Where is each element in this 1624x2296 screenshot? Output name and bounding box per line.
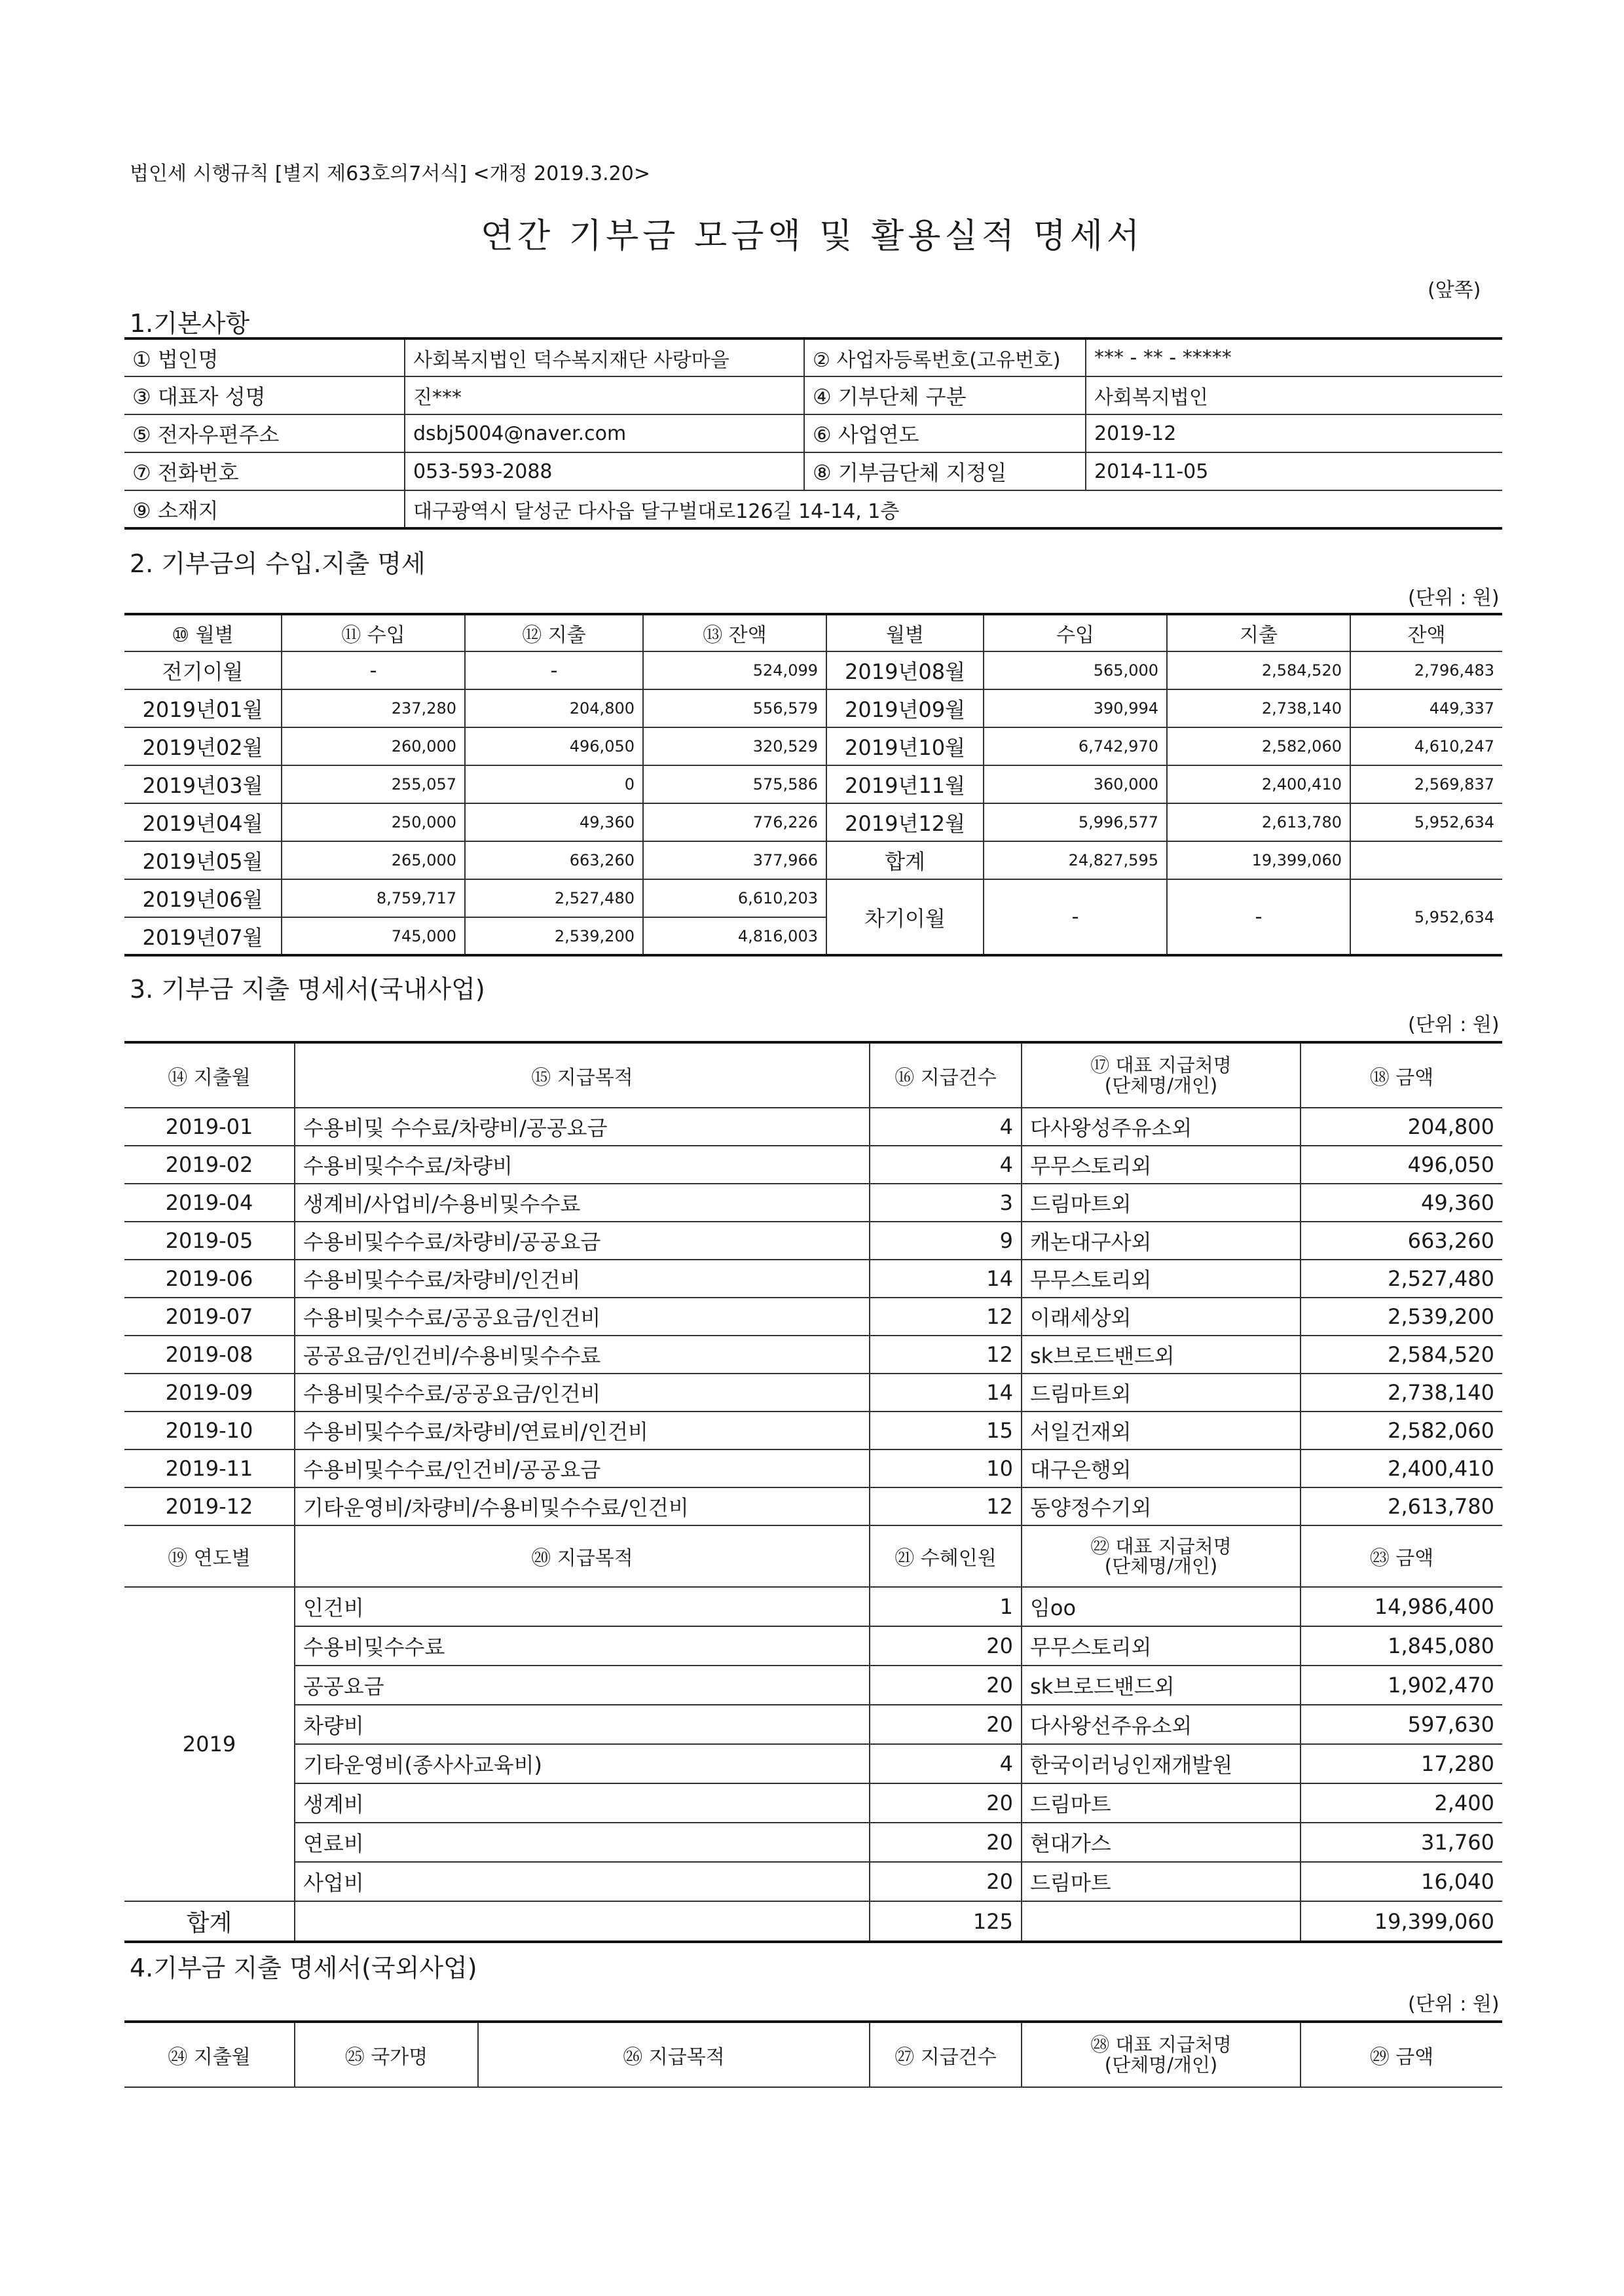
amount-cell: 17,280 xyxy=(1301,1744,1502,1783)
month-cell: 2019년04월 xyxy=(124,803,282,841)
payee-cell: 동양정수기외 xyxy=(1022,1487,1301,1525)
table-row xyxy=(124,879,1502,917)
expense-cell: 496,050 xyxy=(465,727,643,765)
basic-info-row xyxy=(124,490,1502,528)
total-amount: 19,399,060 xyxy=(1301,1901,1502,1942)
expense-cell: 2,613,780 xyxy=(1167,803,1350,841)
header-balance: ⑬ 잔액 xyxy=(643,614,826,651)
basic-info-row xyxy=(124,452,1502,490)
expense-cell: 204,800 xyxy=(465,689,643,727)
header-payee xyxy=(1022,1042,1301,1108)
balance-cell: 320,529 xyxy=(643,727,826,765)
label-representative: ③ 대표자 성명 xyxy=(124,376,405,414)
value-phone: 053-593-2088 xyxy=(405,452,804,490)
label-donor-type: ④ 기부단체 구분 xyxy=(804,376,1086,414)
header-payee-label-2: ㉒ 대표 지급처명 xyxy=(1090,1535,1232,1558)
amount-cell: 14,986,400 xyxy=(1301,1587,1502,1626)
count-cell: 20 xyxy=(870,1666,1022,1705)
value-donor-type: 사회복지법인 xyxy=(1086,376,1502,414)
value-representative: 진*** xyxy=(405,376,804,414)
value-designation-date: 2014-11-05 xyxy=(1086,452,1502,490)
count-cell: 10 xyxy=(870,1449,1022,1487)
income-cell: 565,000 xyxy=(984,651,1167,689)
amount-cell: 597,630 xyxy=(1301,1705,1502,1744)
carry-forward-balance: 5,952,634 xyxy=(1350,879,1502,955)
purpose-cell: 기타운영비/차량비/수용비및수수료/인건비 xyxy=(295,1487,870,1525)
total-label: 합계 xyxy=(826,841,984,879)
expense-cell: 2,400,410 xyxy=(1167,765,1350,803)
payee-cell: 캐논대구사외 xyxy=(1022,1222,1301,1260)
count-cell: 4 xyxy=(870,1744,1022,1783)
income-cell: 745,000 xyxy=(282,917,465,955)
count-cell: 4 xyxy=(870,1146,1022,1184)
domestic-expense-table xyxy=(124,1041,1502,1943)
header-payee-foreign xyxy=(1022,2022,1301,2087)
income-cell: - xyxy=(282,651,465,689)
basic-info-table xyxy=(124,337,1502,530)
expense-cell: 2,582,060 xyxy=(1167,727,1350,765)
total-count: 125 xyxy=(870,1901,1022,1942)
header-month-2: 월별 xyxy=(826,614,984,651)
amount-cell: 49,360 xyxy=(1301,1184,1502,1222)
purpose-cell: 수용비및수수료/공공요금/인건비 xyxy=(295,1298,870,1336)
month-cell: 2019년12월 xyxy=(826,803,984,841)
count-cell: 20 xyxy=(870,1862,1022,1901)
balance-cell: 776,226 xyxy=(643,803,826,841)
income-cell: 237,280 xyxy=(282,689,465,727)
income-cell: 255,057 xyxy=(282,765,465,803)
amount-cell: 2,400 xyxy=(1301,1783,1502,1823)
income-expense-table xyxy=(124,613,1502,957)
payee-cell: sk브로드밴드외 xyxy=(1022,1666,1301,1705)
balance-cell: 4,816,003 xyxy=(643,917,826,955)
header-income-2: 수입 xyxy=(984,614,1167,651)
month-cell: 2019-11 xyxy=(124,1449,295,1487)
month-cell: 2019-06 xyxy=(124,1260,295,1298)
header-amount: ⑱ 금액 xyxy=(1301,1042,1502,1108)
amount-cell: 2,539,200 xyxy=(1301,1298,1502,1336)
expense-cell: 663,260 xyxy=(465,841,643,879)
balance-cell: 4,610,247 xyxy=(1350,727,1502,765)
table-row xyxy=(124,651,1502,689)
amount-cell: 2,582,060 xyxy=(1301,1412,1502,1449)
month-cell: 2019-12 xyxy=(124,1487,295,1525)
expense-cell: 2,539,200 xyxy=(465,917,643,955)
table-row xyxy=(124,1146,1502,1184)
payee-cell: 서일건재외 xyxy=(1022,1412,1301,1449)
header-payee-label: ⑰ 대표 지급처명 xyxy=(1090,1054,1232,1077)
header-expense: ⑫ 지출 xyxy=(465,614,643,651)
amount-cell: 31,760 xyxy=(1301,1823,1502,1862)
label-fiscal-year: ⑥ 사업연도 xyxy=(804,414,1086,452)
balance-cell: 556,579 xyxy=(643,689,826,727)
month-cell: 전기이월 xyxy=(124,651,282,689)
month-cell: 2019년03월 xyxy=(124,765,282,803)
count-cell: 20 xyxy=(870,1823,1022,1862)
header-income: ⑪ 수입 xyxy=(282,614,465,651)
expense-cell: 2,527,480 xyxy=(465,879,643,917)
header-purpose: ⑮ 지급목적 xyxy=(295,1042,870,1108)
amount-cell: 2,584,520 xyxy=(1301,1336,1502,1374)
count-cell: 12 xyxy=(870,1336,1022,1374)
total-empty-payee xyxy=(1022,1901,1301,1942)
table-row xyxy=(124,803,1502,841)
value-business-number: *** - ** - ***** xyxy=(1086,338,1502,376)
table-row xyxy=(124,1260,1502,1298)
unit-label: (단위 : 원) xyxy=(1408,1013,1500,1036)
header-payment-count-foreign: ㉗ 지급건수 xyxy=(870,2022,1022,2087)
table-row xyxy=(124,1184,1502,1222)
total-balance xyxy=(1350,841,1502,879)
section2-title: 2. 기부금의 수입.지출 명세 xyxy=(130,549,426,578)
table-row xyxy=(124,1783,1502,1823)
payee-cell: 현대가스 xyxy=(1022,1823,1301,1862)
table-row xyxy=(124,1587,1502,1626)
purpose-cell: 연료비 xyxy=(295,1823,870,1862)
total-label: 합계 xyxy=(124,1901,295,1942)
amount-cell: 2,613,780 xyxy=(1301,1487,1502,1525)
amount-cell: 2,527,480 xyxy=(1301,1260,1502,1298)
expense-cell: 49,360 xyxy=(465,803,643,841)
header-amount-foreign: ㉙ 금액 xyxy=(1301,2022,1502,2087)
payee-cell: 드림마트외 xyxy=(1022,1184,1301,1222)
table-row xyxy=(124,1449,1502,1487)
front-page-mark: (앞쪽) xyxy=(1428,279,1481,302)
value-fiscal-year: 2019-12 xyxy=(1086,414,1502,452)
income-cell: 390,994 xyxy=(984,689,1167,727)
purpose-cell: 수용비및수수료 xyxy=(295,1626,870,1666)
table-row xyxy=(124,1298,1502,1336)
balance-cell: 2,796,483 xyxy=(1350,651,1502,689)
income-cell: 360,000 xyxy=(984,765,1167,803)
purpose-cell: 수용비및수수료/차량비/공공요금 xyxy=(295,1222,870,1260)
total-expense: 19,399,060 xyxy=(1167,841,1350,879)
month-cell: 2019년11월 xyxy=(826,765,984,803)
purpose-cell: 사업비 xyxy=(295,1862,870,1901)
unit-label: (단위 : 원) xyxy=(1408,587,1500,610)
income-cell: 5,996,577 xyxy=(984,803,1167,841)
section4-title: 4.기부금 지출 명세서(국외사업) xyxy=(130,1954,477,1982)
header-payee-sub: (단체명/개인) xyxy=(1104,1074,1218,1097)
amount-cell: 496,050 xyxy=(1301,1146,1502,1184)
month-cell: 2019-07 xyxy=(124,1298,295,1336)
header-month: ⑩ 월별 xyxy=(124,614,282,651)
month-cell: 2019-01 xyxy=(124,1108,295,1146)
expense-cell: 2,738,140 xyxy=(1167,689,1350,727)
count-cell: 20 xyxy=(870,1626,1022,1666)
table-row xyxy=(124,1222,1502,1260)
purpose-cell: 생계비 xyxy=(295,1783,870,1823)
month-cell: 2019년06월 xyxy=(124,879,282,917)
table-row xyxy=(124,1626,1502,1666)
count-cell: 12 xyxy=(870,1487,1022,1525)
label-corp-name: ① 법인명 xyxy=(124,338,405,376)
payee-cell: 다사왕성주유소외 xyxy=(1022,1108,1301,1146)
count-cell: 20 xyxy=(870,1783,1022,1823)
purpose-cell: 기타운영비(종사사교육비) xyxy=(295,1744,870,1783)
payee-cell: 대구은행외 xyxy=(1022,1449,1301,1487)
income-cell: 8,759,717 xyxy=(282,879,465,917)
table-row xyxy=(124,727,1502,765)
table-row xyxy=(124,1744,1502,1783)
table-row xyxy=(124,765,1502,803)
header-payee-2 xyxy=(1022,1525,1301,1587)
amount-cell: 1,845,080 xyxy=(1301,1626,1502,1666)
month-cell: 2019년07월 xyxy=(124,917,282,955)
balance-cell: 6,610,203 xyxy=(643,879,826,917)
header-expense-2: 지출 xyxy=(1167,614,1350,651)
header-amount-2: ㉓ 금액 xyxy=(1301,1525,1502,1587)
month-cell: 2019-02 xyxy=(124,1146,295,1184)
header-expense-month: ⑭ 지출월 xyxy=(124,1042,295,1108)
header-beneficiaries: ㉑ 수혜인원 xyxy=(870,1525,1022,1587)
month-cell: 2019년10월 xyxy=(826,727,984,765)
amount-cell: 2,738,140 xyxy=(1301,1374,1502,1412)
total-income: 24,827,595 xyxy=(984,841,1167,879)
yearly-header xyxy=(124,1525,1502,1587)
header-payee-sub-foreign: (단체명/개인) xyxy=(1104,2053,1218,2076)
value-corp-name: 사회복지법인 덕수복지재단 사랑마을 xyxy=(405,338,804,376)
balance-cell: 5,952,634 xyxy=(1350,803,1502,841)
balance-cell: 575,586 xyxy=(643,765,826,803)
count-cell: 14 xyxy=(870,1260,1022,1298)
header-payee-sub-2: (단체명/개인) xyxy=(1104,1555,1218,1577)
payee-cell: 드림마트외 xyxy=(1022,1374,1301,1412)
header-expense-month-foreign: ㉔ 지출월 xyxy=(124,2022,295,2087)
count-cell: 4 xyxy=(870,1108,1022,1146)
month-cell: 2019-09 xyxy=(124,1374,295,1412)
header-purpose-2: ⑳ 지급목적 xyxy=(295,1525,870,1587)
carry-forward-label: 차기이월 xyxy=(826,879,984,955)
carry-forward-income: - xyxy=(984,879,1167,955)
table-row xyxy=(124,1666,1502,1705)
total-empty-purpose xyxy=(295,1901,870,1942)
income-cell: 260,000 xyxy=(282,727,465,765)
month-cell: 2019년05월 xyxy=(124,841,282,879)
basic-info-row xyxy=(124,414,1502,452)
table-row xyxy=(124,1705,1502,1744)
table-row xyxy=(124,1862,1502,1901)
payee-cell: 무무스토리외 xyxy=(1022,1146,1301,1184)
income-expense-header xyxy=(124,614,1502,651)
purpose-cell: 생계비/사업비/수용비및수수료 xyxy=(295,1184,870,1222)
month-cell: 2019년01월 xyxy=(124,689,282,727)
month-cell: 2019-08 xyxy=(124,1336,295,1374)
unit-label: (단위 : 원) xyxy=(1408,1993,1500,2016)
count-cell: 15 xyxy=(870,1412,1022,1449)
month-cell: 2019-04 xyxy=(124,1184,295,1222)
purpose-cell: 공공요금 xyxy=(295,1666,870,1705)
balance-cell: 524,099 xyxy=(643,651,826,689)
month-cell: 2019년02월 xyxy=(124,727,282,765)
domestic-header xyxy=(124,1042,1502,1108)
header-payee-label-foreign: ㉘ 대표 지급처명 xyxy=(1090,2033,1232,2056)
label-business-number: ② 사업자등록번호(고유번호) xyxy=(804,338,1086,376)
expense-cell: - xyxy=(465,651,643,689)
count-cell: 12 xyxy=(870,1298,1022,1336)
payee-cell: 무무스토리외 xyxy=(1022,1260,1301,1298)
amount-cell: 663,260 xyxy=(1301,1222,1502,1260)
count-cell: 20 xyxy=(870,1705,1022,1744)
payee-cell: 다사왕선주유소외 xyxy=(1022,1705,1301,1744)
label-phone: ⑦ 전화번호 xyxy=(124,452,405,490)
table-row xyxy=(124,1374,1502,1412)
value-address: 대구광역시 달성군 다사읍 달구벌대로126길 14-14, 1층 xyxy=(405,490,1502,528)
amount-cell: 16,040 xyxy=(1301,1862,1502,1901)
foreign-header xyxy=(124,2022,1502,2087)
document-title: 연간 기부금 모금액 및 활용실적 명세서 xyxy=(480,217,1144,256)
amount-cell: 1,902,470 xyxy=(1301,1666,1502,1705)
count-cell: 3 xyxy=(870,1184,1022,1222)
balance-cell: 2,569,837 xyxy=(1350,765,1502,803)
purpose-cell: 인건비 xyxy=(295,1587,870,1626)
purpose-cell: 차량비 xyxy=(295,1705,870,1744)
form-reference: 법인세 시행규칙 [별지 제63호의7서식] <개정 2019.3.20> xyxy=(130,162,650,185)
table-row xyxy=(124,689,1502,727)
section1-title: 1.기본사항 xyxy=(130,309,250,338)
label-address: ⑨ 소재지 xyxy=(124,490,405,528)
count-cell: 14 xyxy=(870,1374,1022,1412)
table-row xyxy=(124,841,1502,879)
payee-cell: 한국이러닝인재개발원 xyxy=(1022,1744,1301,1783)
purpose-cell: 수용비및 수수료/차량비/공공요금 xyxy=(295,1108,870,1146)
foreign-expense-table xyxy=(124,2020,1502,2088)
basic-info-row xyxy=(124,376,1502,414)
income-cell: 265,000 xyxy=(282,841,465,879)
purpose-cell: 수용비및수수료/차량비/인건비 xyxy=(295,1260,870,1298)
purpose-cell: 수용비및수수료/인건비/공공요금 xyxy=(295,1449,870,1487)
payee-cell: 무무스토리외 xyxy=(1022,1626,1301,1666)
basic-info-row xyxy=(124,338,1502,376)
purpose-cell: 수용비및수수료/공공요금/인건비 xyxy=(295,1374,870,1412)
payee-cell: 이래세상외 xyxy=(1022,1298,1301,1336)
expense-cell: 0 xyxy=(465,765,643,803)
balance-cell: 377,966 xyxy=(643,841,826,879)
total-row xyxy=(124,1901,1502,1942)
payee-cell: 드림마트 xyxy=(1022,1783,1301,1823)
carry-forward-expense: - xyxy=(1167,879,1350,955)
month-cell: 2019-05 xyxy=(124,1222,295,1260)
count-cell: 9 xyxy=(870,1222,1022,1260)
payee-cell: sk브로드밴드외 xyxy=(1022,1336,1301,1374)
label-designation-date: ⑧ 기부금단체 지정일 xyxy=(804,452,1086,490)
amount-cell: 204,800 xyxy=(1301,1108,1502,1146)
purpose-cell: 수용비및수수료/차량비 xyxy=(295,1146,870,1184)
expense-cell: 2,584,520 xyxy=(1167,651,1350,689)
payee-cell: 드림마트 xyxy=(1022,1862,1301,1901)
label-email: ⑤ 전자우편주소 xyxy=(124,414,405,452)
table-row xyxy=(124,1336,1502,1374)
table-row xyxy=(124,1487,1502,1525)
year-cell: 2019 xyxy=(124,1587,295,1901)
table-row xyxy=(124,1108,1502,1146)
payee-cell: 임oo xyxy=(1022,1587,1301,1626)
month-cell: 2019년09월 xyxy=(826,689,984,727)
amount-cell: 2,400,410 xyxy=(1301,1449,1502,1487)
section3-title: 3. 기부금 지출 명세서(국내사업) xyxy=(130,975,485,1004)
table-row xyxy=(124,1823,1502,1862)
count-cell: 1 xyxy=(870,1587,1022,1626)
month-cell: 2019년08월 xyxy=(826,651,984,689)
purpose-cell: 수용비및수수료/차량비/연료비/인건비 xyxy=(295,1412,870,1449)
income-cell: 250,000 xyxy=(282,803,465,841)
balance-cell: 449,337 xyxy=(1350,689,1502,727)
header-balance-2: 잔액 xyxy=(1350,614,1502,651)
purpose-cell: 공공요금/인건비/수용비및수수료 xyxy=(295,1336,870,1374)
month-cell: 2019-10 xyxy=(124,1412,295,1449)
header-payment-count: ⑯ 지급건수 xyxy=(870,1042,1022,1108)
header-purpose-foreign: ㉖ 지급목적 xyxy=(478,2022,870,2087)
header-year: ⑲ 연도별 xyxy=(124,1525,295,1587)
value-email: dsbj5004@naver.com xyxy=(405,414,804,452)
income-cell: 6,742,970 xyxy=(984,727,1167,765)
table-row xyxy=(124,1412,1502,1449)
header-country: ㉕ 국가명 xyxy=(295,2022,478,2087)
